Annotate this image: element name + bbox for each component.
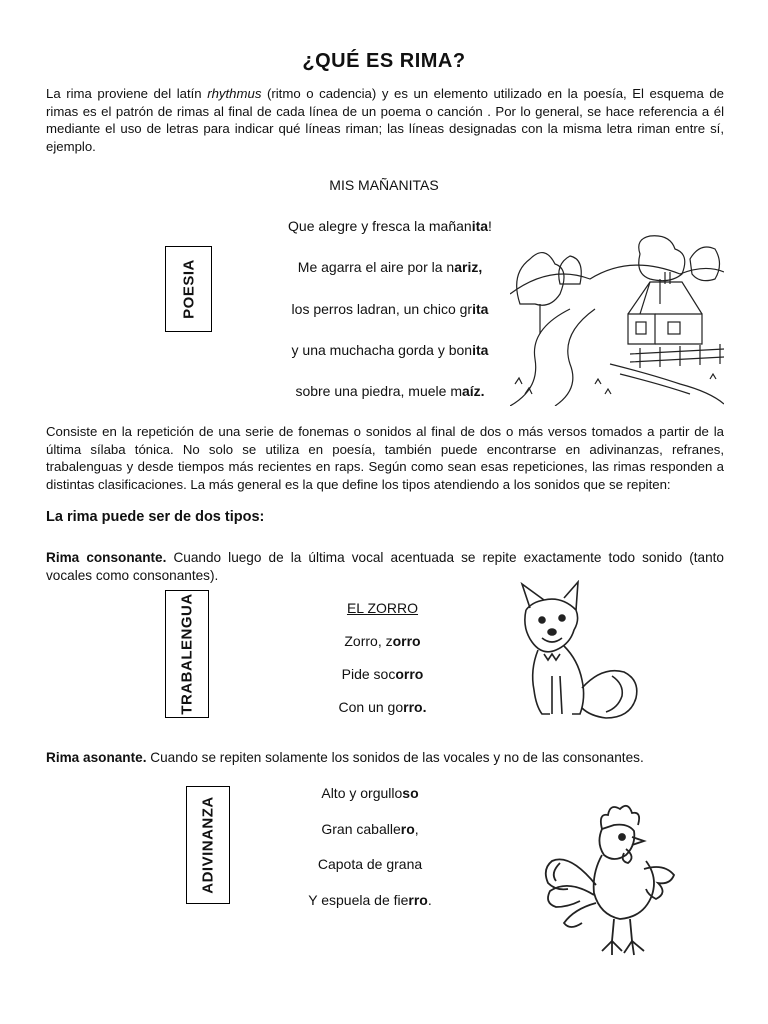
poesia-label-box	[165, 246, 212, 332]
poem-line: y una muchacha gorda y bonita	[291, 342, 489, 358]
poem-title: MIS MAÑANITAS	[329, 177, 439, 193]
riddle-line: Gran caballero,	[321, 821, 419, 837]
zorro-line: Con un gorro.	[338, 699, 427, 715]
riddle-line: Capota de grana	[317, 856, 423, 872]
landscape-house-image	[510, 234, 724, 406]
intro-text-2: (ritmo o cadencia) y es un elemento utilizado en la poesía, El esquema de rimas es el patrón de rimas al final de cada línea de un poema o canción . Por lo general, se hace referencia a él mediante el uso de letras para indicar qué líneas riman; las líneas designadas con la misma letra riman entre sí, ejemplo.	[46, 86, 724, 154]
intro-paragraph	[46, 85, 724, 155]
trabalengua-label: TRABALENGUA	[178, 593, 196, 715]
rooster-image	[540, 803, 678, 959]
fox-image	[512, 580, 642, 722]
poem-line: Que alegre y fresca la mañanita!	[288, 218, 492, 234]
asonante-description: Cuando se repiten solamente los sonidos de las vocales y no de las consonantes.	[146, 750, 644, 765]
intro-latin-word: rhythmus	[207, 86, 262, 101]
trabalengua-label-box	[165, 590, 209, 718]
adivinanza-label: ADIVINANZA	[199, 796, 217, 894]
page-title: ¿QUÉ ES RIMA?	[302, 50, 466, 72]
asonante-paragraph	[46, 749, 724, 767]
poesia-label: POESIA	[180, 259, 197, 319]
poem-line: Me agarra el aire por la nariz,	[297, 259, 483, 275]
zorro-line: Pide socorro	[341, 666, 424, 682]
asonante-term: Rima asonante.	[46, 750, 147, 765]
intro-text-1: La rima proviene del latín	[46, 86, 208, 101]
poem-line: sobre una piedra, muele maíz.	[295, 383, 485, 399]
consonante-paragraph	[46, 549, 724, 584]
zorro-line: Zorro, zorro	[344, 633, 421, 649]
riddle-line: Alto y orgulloso	[321, 785, 419, 801]
definition-paragraph: Consiste en la repetición de una serie de fonemas o sonidos al final de dos o más versos tomados a partir de la última sílaba tónica. No solo se utiliza en poesía, también puede encontrarse en adivinanzas, refranes, trabalenguas y desde tiempos más recientes en raps. Según como sean esas repeticiones, las rimas responden a distintas clasificaciones. La más general es la que define los tipos atendiendo a los sonidos que se repiten:	[46, 424, 724, 492]
poem-line: los perros ladran, un chico grita	[291, 301, 489, 317]
adivinanza-label-box	[186, 786, 230, 904]
consonante-description: Cuando luego de la última vocal acentuada se repite exactamente todo sonido (tanto vocales como consonantes).	[46, 550, 724, 583]
consonante-term: Rima consonante.	[46, 550, 167, 565]
zorro-poem-title: EL ZORRO	[346, 600, 419, 616]
riddle-line: Y espuela de fierro.	[308, 892, 432, 908]
types-heading: La rima puede ser de dos tipos:	[46, 509, 265, 525]
